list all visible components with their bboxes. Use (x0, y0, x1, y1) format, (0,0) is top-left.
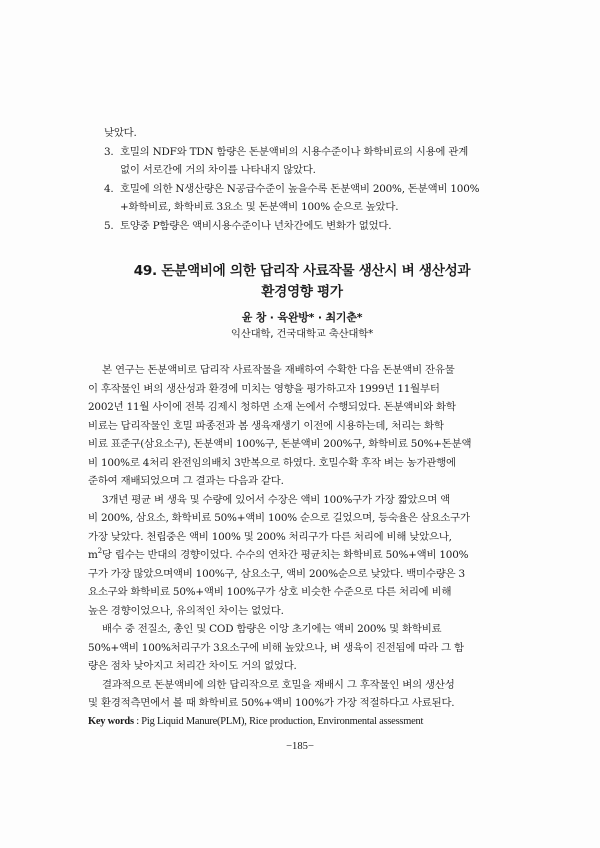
body-line: 배수 중 전질소, 총인 및 COD 함량은 이앙 초기에는 액비 200% 및 화학비료 (102, 623, 442, 635)
list-item-line: 호밀에 의한 N생산량은 N공급수준이 높을수록 돈분액비 200%, 돈분액비 100% (120, 182, 480, 195)
article-body (88, 361, 516, 731)
article-authors: 윤 창 · 육완방* · 최기춘* (241, 311, 363, 324)
list-item-3 (104, 143, 516, 180)
body-line-m2 (88, 546, 516, 565)
body-line: 2002년 11월 사이에 전북 김제시 청하면 소재 논에서 수행되었다. 돈분액비와 화학 (88, 401, 456, 413)
body-line: 량은 점차 낮아지고 처리간 차이도 거의 없었다. (88, 660, 297, 672)
keywords-text: : Pig Liquid Manure(PLM), Rice production, Environmental assessment (133, 715, 424, 727)
list-item-line: 없이 서로간에 거의 차이를 나타내지 않았다. (120, 164, 316, 176)
list-item-number: 5. (104, 219, 114, 232)
body-line: 비료는 답리작물인 호밀 파종전과 봄 생육재생기 이전에 시용하는데, 처리는 화학 (88, 419, 444, 432)
list-item-5 (104, 217, 516, 236)
article-header (88, 261, 516, 343)
article-affiliation: 익산대학, 건국대학교 축산대학* (230, 328, 374, 340)
body-line: 구가 가장 많았으며액비 100%구, 삼요소구, 액비 200%순으로 낮았다. 백미수량은 3 (88, 567, 465, 580)
keywords-line (88, 713, 516, 732)
page-number: −185− (286, 741, 314, 752)
unit-m: m (88, 549, 98, 561)
list-item-number: 4. (104, 182, 114, 195)
list-item-number: 3. (104, 145, 114, 158)
body-line: 준하여 재배되었으며 그 결과는 다음과 같다. (88, 475, 284, 487)
body-line: 비료 표준구(삼요소구), 돈분액비 100%구, 돈분액비 200%구, 화학비료 50%+돈분액 (88, 438, 472, 450)
list-item-line: 토양중 P함량은 액비시용수준이나 년차간에도 변화가 없었다. (120, 219, 392, 232)
body-line-text: 당 립수는 반대의 경향이었다. 수수의 연차간 평균치는 화학비료 50%+액비 100% (101, 549, 469, 561)
body-line: 결과적으로 돈분액비에 의한 답리작으로 호밀을 재배시 그 후작물인 벼의 생산성 (102, 678, 455, 691)
body-line: 3개년 평균 벼 생육 및 수량에 있어서 수장은 액비 100%구가 가장 짧았으며 액 (102, 493, 450, 506)
body-line: 높은 경향이었으나, 유의적인 차이는 없었다. (88, 604, 284, 617)
body-line: 비 100%로 4처리 완전임의배치 3반복으로 하였다. 호밀수확 후작 벼는 농가관행에 (88, 456, 456, 469)
article-title-line2: 환경영향 평가 (261, 284, 343, 300)
body-line: 비 200%, 삼요소, 화학비료 50%+액비 100% 순으로 길었으며, 등숙율은 삼요소구가 (88, 512, 470, 524)
list-item-line: 호밀의 NDF와 TDN 함량은 돈분액비의 시용수준이나 화학비료의 시용에 관계 (120, 145, 469, 158)
body-line: 본 연구는 돈분액비로 답리작 사료작물을 재배하여 수확한 다음 돈분액비 잔유물 (102, 364, 455, 376)
body-line: 이 후작물인 벼의 생산성과 환경에 미치는 영향을 평가하고자 1999년 11월부터 (88, 382, 440, 395)
keywords-label: Key words (88, 715, 134, 727)
list-item-4 (104, 180, 516, 217)
top-fragment: 낮았다. (104, 127, 137, 139)
body-line: 50%+액비 100%처리구가 3요소구에 비해 높았으나, 벼 생육이 진전됨에 따라 그 함 (88, 641, 464, 654)
body-line: 및 환경적측면에서 볼 때 화학비료 50%+액비 100%가 가장 적절하다고 사료된다. (88, 697, 455, 709)
list-item-line: +화학비료, 화학비료 3요소 및 돈분액비 100% 순으로 높았다. (120, 201, 399, 213)
body-line: 가장 낮았다. 천립중은 액비 100% 및 200% 처리구가 다른 처리에 비해 낮았으나, (88, 530, 452, 543)
page-content (88, 124, 516, 731)
unit-superscript: 2 (97, 547, 102, 555)
body-line: 요소구와 화학비료 50%+액비 100%구가 상호 비슷한 수준으로 다른 처리에 비해 (88, 586, 452, 598)
result-list (88, 143, 516, 236)
article-title-line1: 49. 돈분액비에 의한 답리작 사료작물 생산시 벼 생산성과 (133, 263, 471, 279)
